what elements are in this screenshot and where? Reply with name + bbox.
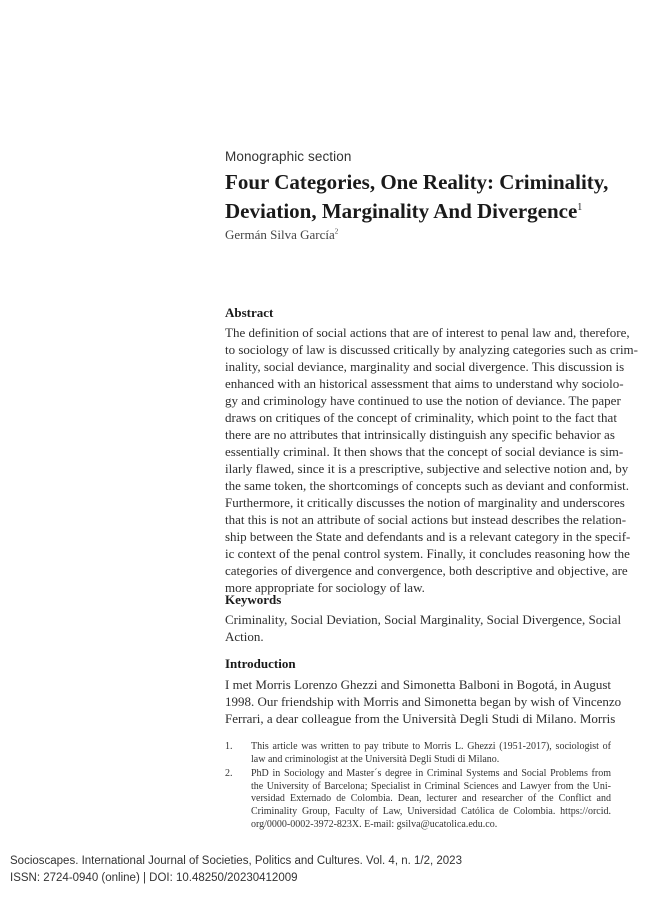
footnote-line: versidad Externado de Colombia. Dean, lecturer and researcher of the Conflict and <box>251 793 611 805</box>
abstract-line: The definition of social actions that are of interest to penal law and, therefore, <box>225 325 630 340</box>
introduction-line: Ferrari, a dear colleague from the Università Degli Studi di Milano. Morris <box>225 711 616 726</box>
footnote-number: 1. <box>225 741 233 752</box>
abstract-heading: Abstract <box>225 305 274 320</box>
author-footnote-ref[interactable]: 2 <box>334 227 339 236</box>
introduction-line: 1998. Our friendship with Morris and Simonetta began by wish of Vincenzo <box>225 694 622 709</box>
abstract-line: inality, social deviance, marginality and social divergence. This discussion is <box>225 359 625 374</box>
abstract-line: there are no attributes that intrinsically distinguish any specific behavior as <box>225 427 615 442</box>
abstract-line: ship between the State and defendants and is a relevant category in the specif- <box>225 529 631 544</box>
introduction-line: I met Morris Lorenzo Ghezzi and Simonetta Balboni in Bogotá, in August <box>225 677 611 692</box>
abstract-line: that this is not an attribute of social actions but instead describes the relation- <box>225 512 627 527</box>
author-byline <box>225 227 338 243</box>
footnote <box>225 768 611 831</box>
abstract-line: essentially criminal. It then shows that the concept of social deviance is sim- <box>225 444 624 459</box>
abstract-line: categories of divergence and convergence, both descriptive and objective, are <box>225 563 628 578</box>
title-line-1: Four Categories, One Reality: Criminality, <box>225 170 609 194</box>
title-footnote-ref[interactable]: 1 <box>577 202 583 213</box>
footnotes <box>225 741 611 833</box>
keywords-body <box>225 611 622 645</box>
abstract-line: the same token, the shortcomings of concepts such as deviant and conformist. <box>225 478 629 493</box>
abstract-line: enhanced with an historical assessment that aims to understand why sociolo- <box>225 376 624 391</box>
issn-doi: ISSN: 2724-0940 (online) | DOI: 10.48250/20230412009 <box>10 872 298 884</box>
footnote-line: PhD in Sociology and Master´s degree in Criminal Systems and Social Problems from <box>251 768 611 780</box>
introduction-heading: Introduction <box>225 656 296 671</box>
footnote-line: the University of Barcelona; Specialist in Criminal Sciences and Lawyer from the Uni- <box>251 780 611 792</box>
footnote-line: org/0000-0002-3972-823X. E-mail: gsilva@ucatolica.edu.co. <box>251 818 498 830</box>
title-line-2: Deviation, Marginality And Divergence <box>225 199 578 223</box>
abstract-line: ilarly flawed, since it is a prescriptive, subjective and selective notion and, by <box>225 461 629 476</box>
abstract-line: to sociology of law is discussed critically by analyzing categories such as crim- <box>225 342 638 357</box>
author-name: Germán Silva García <box>225 227 335 242</box>
abstract-line: gy and criminology have continued to use the notion of deviance. The paper <box>225 393 621 408</box>
abstract-line: ic context of the penal control system. Finally, it concludes reasoning how the <box>225 546 630 561</box>
abstract-line: Furthermore, it critically discusses the notion of marginality and underscores <box>225 495 625 510</box>
section-label: Monographic section <box>225 149 352 164</box>
keywords-line: Criminality, Social Deviation, Social Marginality, Social Divergence, Social <box>225 612 622 627</box>
footnote-number: 2. <box>225 768 233 780</box>
introduction-body <box>225 676 622 727</box>
article-title <box>225 169 625 224</box>
footnote-line: Criminality Group, Faculty of Law, Universidad Católica de Colombia. https://orcid. <box>251 805 611 817</box>
abstract-line: draws on critiques of the concept of criminality, which point to the fact that <box>225 410 617 425</box>
journal-citation: Socioscapes. International Journal of Societies, Politics and Cultures. Vol. 4, n. 1/2, 2023 <box>10 855 462 867</box>
footnote-line: law and criminologist at the Università Degli Studi di Milano. <box>251 753 500 765</box>
abstract-body <box>225 324 638 596</box>
keywords-line: Action. <box>225 629 264 644</box>
footnote-line: This article was written to pay tribute to Morris L. Ghezzi (1951-2017), sociologist of <box>251 741 611 752</box>
abstract-line: more appropriate for sociology of law. <box>225 580 425 595</box>
footnote <box>225 741 611 766</box>
keywords-heading: Keywords <box>225 592 282 607</box>
